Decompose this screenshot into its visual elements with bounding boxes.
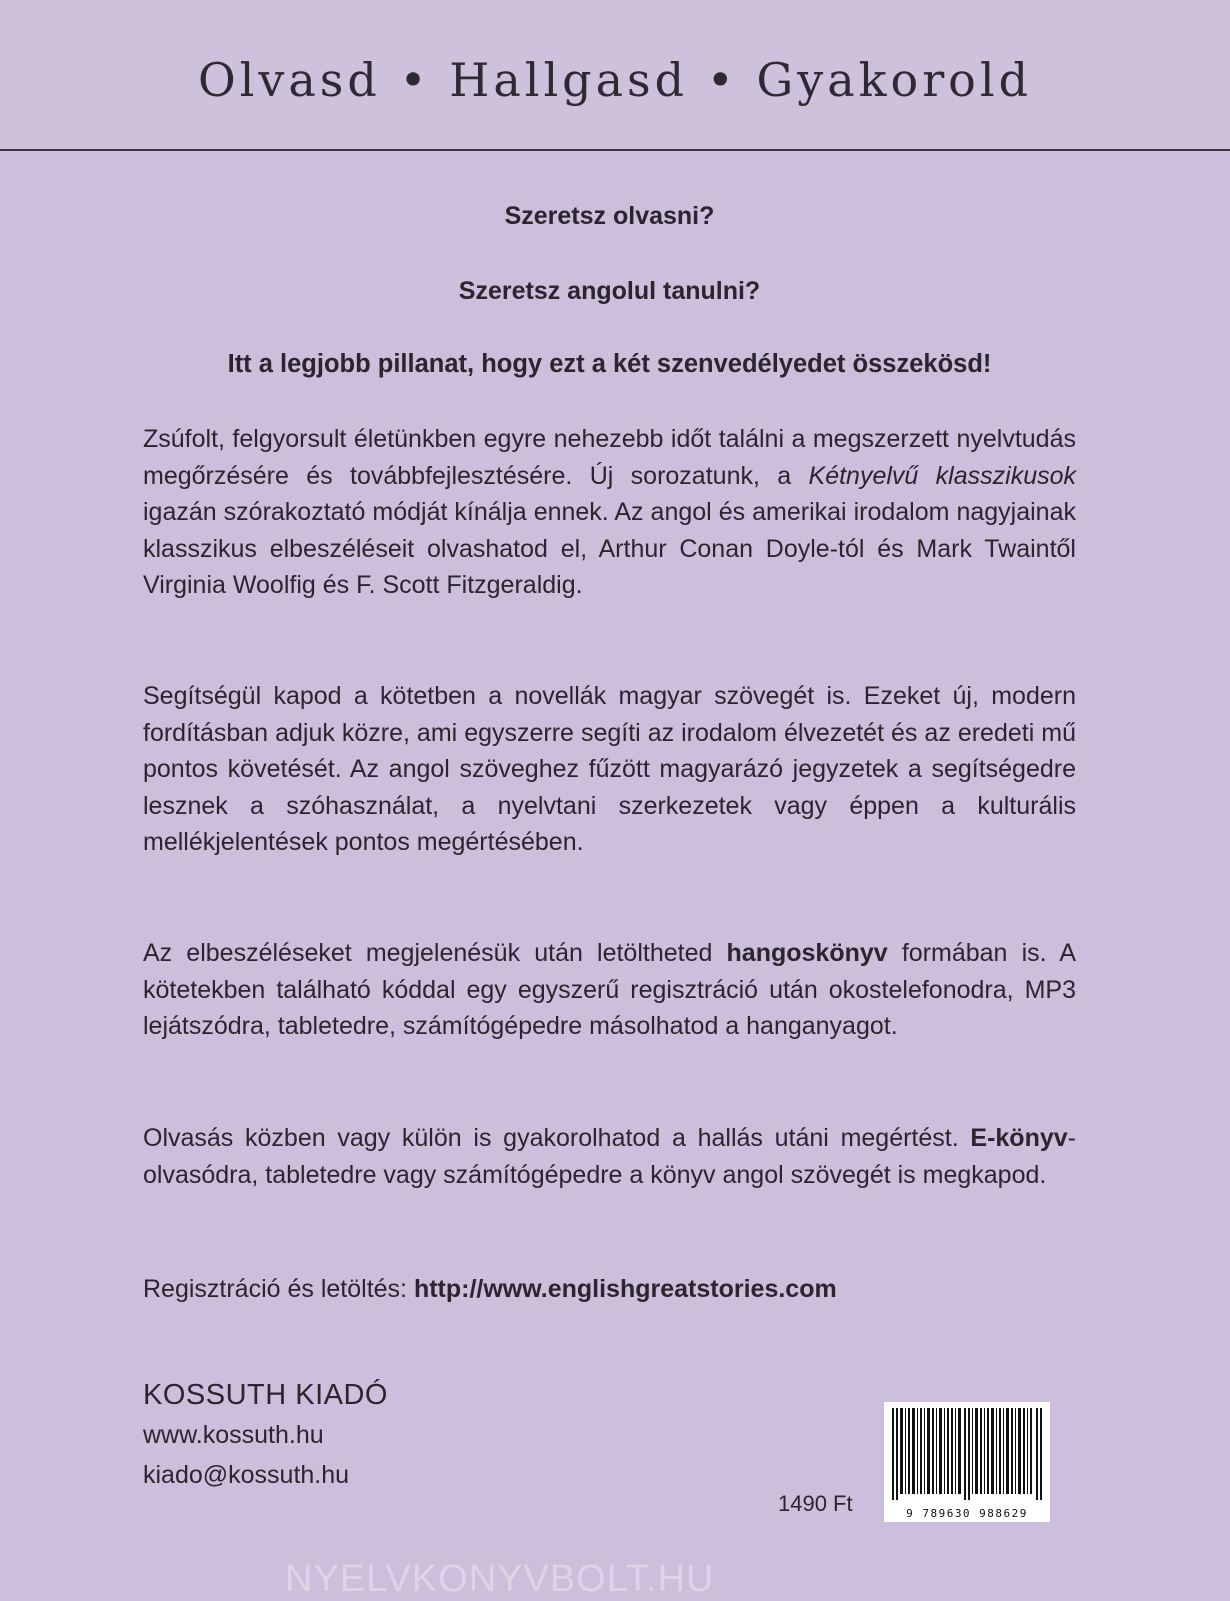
- paragraph-audiobook-text-b: formában is. A kötetekben található kóddal egy egyszerű regisztráció után okostelefonodra, MP3 lejátszódra, tabletedre, számítógépedre másolhatod a hanganyagot.: [143, 939, 1077, 1040]
- paragraph-ebook-text-b: -olvasódra, tabletedre vagy számítógépedre a könyv angol szövegét is megkapod.: [143, 1124, 1076, 1189]
- registration-line: [143, 1271, 1076, 1307]
- registration-url[interactable]: http://www.englishgreatstories.com: [413, 1275, 837, 1303]
- audiobook-keyword: hangoskönyv: [726, 939, 888, 967]
- paragraph-translation: Segítségül kapod a kötetben a novellák magyar szövegét is. Ezeket új, modern fordításban adjuk közre, ami egyszerre segíti az irodalom élvezetét és az eredeti mű pontos követését. Az angol szöveghez fűzött magyarázó jegyzetek a segítségedre lesznek a szóhasználat, a nyelvtani szerkezetek vagy éppen a kulturális mellékjelentések pontos megértésében.: [143, 682, 1076, 856]
- barcode-bars-icon: [890, 1408, 1044, 1500]
- header-divider: [0, 149, 1230, 151]
- question-learning: Szeretsz angolul tanulni?: [458, 277, 761, 305]
- ebook-keyword: E-könyv: [970, 1124, 1068, 1152]
- question-reading: Szeretsz olvasni?: [504, 202, 715, 230]
- registration-label: Regisztráció és letöltés:: [143, 1275, 414, 1303]
- paragraph-audiobook-text-a: Az elbeszéléseket megjelenésük után letöltheted: [143, 939, 727, 967]
- publisher-website[interactable]: www.kossuth.hu: [143, 1421, 324, 1449]
- paragraph-intro-text-a: Zsúfolt, felgyorsult életünkben egyre nehezebb időt találni a megszerzett nyelvtudás megőrzésére és továbbfejlesztésére. Új sorozatunk, a: [143, 425, 1076, 490]
- barcode-digits: 9 789630 988629: [906, 1507, 1028, 1520]
- price-label: 1490 Ft: [778, 1491, 853, 1516]
- paragraph-audiobook: [143, 935, 1076, 1045]
- paragraph-ebook-text-a: Olvasás közben vagy külön is gyakorolhatod a hallás utáni megértést.: [143, 1124, 971, 1152]
- header: [0, 0, 1230, 150]
- series-title: Olvasd • Hallgasd • Gyakorold: [197, 53, 1033, 107]
- publisher-email[interactable]: kiado@kossuth.hu: [143, 1461, 350, 1489]
- paragraph-intro-text-b: igazán szórakoztató módját kínálja ennek. Az angol és amerikai irodalom nagyjainak klasszikus elbeszéléseit olvashatod el, Arthur Conan Doyle-tól és Mark Twaintől Virginia Woolfig és F. Scott Fitzgeraldig.: [143, 498, 1076, 599]
- series-name: Kétnyelvű klasszikusok: [808, 461, 1076, 490]
- tagline: Itt a legjobb pillanat, hogy ezt a két szenvedélyedet összekösd!: [227, 350, 992, 378]
- watermark: NYELVKONYVBOLT.HU: [285, 1558, 715, 1600]
- publisher-block: [143, 1375, 388, 1495]
- barcode: [884, 1402, 1050, 1522]
- paragraph-ebook: [143, 1120, 1076, 1193]
- publisher-name: KOSSUTH KIADÓ: [143, 1379, 388, 1411]
- paragraph-intro: [143, 421, 1076, 604]
